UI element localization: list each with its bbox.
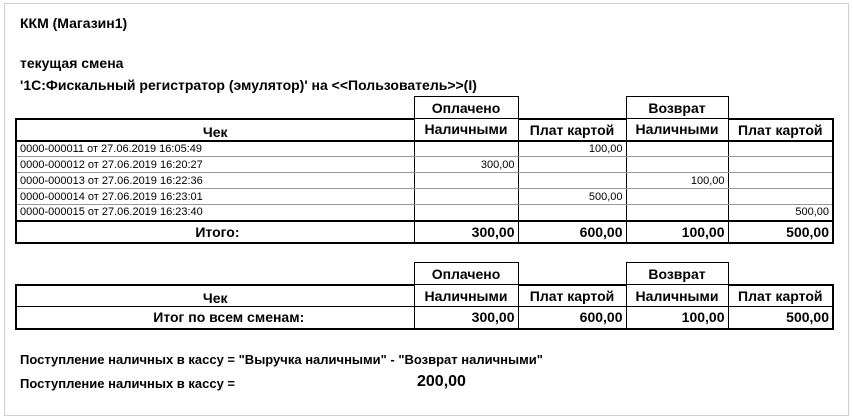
refund-card-header: Плат картой	[728, 285, 833, 307]
paid-cash-header: Наличными	[414, 119, 518, 141]
refund-cash-cell	[626, 157, 728, 173]
paid-cash-cell	[414, 205, 518, 221]
grand-total-refund-card: 500,00	[728, 307, 833, 329]
shift-label: текущая смена	[20, 55, 124, 71]
check-cell: 0000-000013 от 27.06.2019 16:22:36	[16, 173, 414, 189]
paid-cash-cell: 300,00	[414, 157, 518, 173]
grand-total-paid-card: 600,00	[518, 307, 626, 329]
refund-group-header: Возврат	[626, 97, 728, 119]
paid-cash-cell	[414, 173, 518, 189]
empty-header-cell	[518, 263, 626, 285]
refund-cash-cell	[626, 189, 728, 205]
grand-total-paid-cash: 300,00	[414, 307, 518, 329]
total-label: Итого:	[16, 221, 414, 243]
paid-card-cell	[518, 173, 626, 189]
refund-cash-cell: 100,00	[626, 173, 728, 189]
refund-card-cell	[728, 189, 833, 205]
check-cell: 0000-000014 от 27.06.2019 16:23:01	[16, 189, 414, 205]
refund-card-cell	[728, 141, 833, 157]
paid-cash-cell	[414, 189, 518, 205]
report-title: ККМ (Магазин1)	[20, 15, 128, 31]
register-label: '1С:Фискальный регистратор (эмулятор)' на <<Пользователь>>(I)	[20, 77, 477, 93]
refund-card-cell	[728, 157, 833, 173]
paid-group-header: Оплачено	[414, 97, 518, 119]
empty-header-cell	[728, 263, 833, 285]
cash-result-value: 200,00	[417, 373, 466, 390]
all-shifts-table	[15, 262, 834, 330]
grand-total-label: Итог по всем сменам:	[16, 307, 414, 329]
paid-card-header: Плат картой	[518, 119, 626, 141]
total-refund-card: 500,00	[728, 221, 833, 243]
paid-cash-cell	[414, 141, 518, 157]
refund-cash-cell	[626, 205, 728, 221]
total-refund-cash: 100,00	[626, 221, 728, 243]
paid-card-cell: 500,00	[518, 189, 626, 205]
refund-card-cell: 500,00	[728, 205, 833, 221]
paid-group-header: Оплачено	[414, 263, 518, 285]
paid-card-cell	[518, 157, 626, 173]
paid-card-header: Плат картой	[518, 285, 626, 307]
refund-group-header: Возврат	[626, 263, 728, 285]
empty-header-cell	[16, 97, 414, 119]
refund-cash-header: Наличными	[626, 119, 728, 141]
empty-header-cell	[16, 263, 414, 285]
paid-cash-header: Наличными	[414, 285, 518, 307]
empty-header-cell	[728, 97, 833, 119]
refund-cash-header: Наличными	[626, 285, 728, 307]
refund-card-cell	[728, 173, 833, 189]
paid-card-cell	[518, 205, 626, 221]
check-cell: 0000-000012 от 27.06.2019 16:20:27	[16, 157, 414, 173]
cash-formula: Поступление наличных в кассу = "Выручка наличными" - "Возврат наличными"	[20, 352, 543, 367]
total-paid-cash: 300,00	[414, 221, 518, 243]
paid-card-cell: 100,00	[518, 141, 626, 157]
refund-card-header: Плат картой	[728, 119, 833, 141]
checks-table	[15, 96, 834, 244]
grand-total-refund-cash: 100,00	[626, 307, 728, 329]
total-paid-card: 600,00	[518, 221, 626, 243]
refund-cash-cell	[626, 141, 728, 157]
check-column-header: Чек	[16, 119, 414, 141]
empty-header-cell	[518, 97, 626, 119]
cash-result-label: Поступление наличных в кассу =	[20, 376, 236, 391]
check-cell: 0000-000015 от 27.06.2019 16:23:40	[16, 205, 414, 221]
check-column-header: Чек	[16, 285, 414, 307]
check-cell: 0000-000011 от 27.06.2019 16:05:49	[16, 141, 414, 157]
